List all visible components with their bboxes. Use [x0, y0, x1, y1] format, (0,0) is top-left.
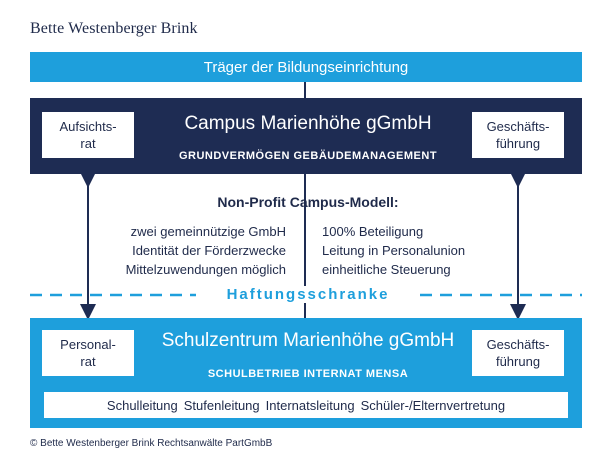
haftungsschranke-label: Haftungsschranke: [196, 286, 420, 303]
model-title: Non-Profit Campus-Modell:: [217, 194, 399, 210]
schule-gf-line2: führung: [495, 354, 541, 369]
aufsichtsrat-line2: rat: [80, 136, 96, 151]
schule-gf-line1: Geschäfts-: [486, 337, 550, 352]
department-item: Internatsleitung: [265, 397, 355, 413]
firm-name: Bette Westenberger Brink: [30, 20, 198, 37]
personalrat-line1: Personal-: [60, 337, 116, 352]
campus-gf-line1: Geschäfts-: [486, 119, 550, 134]
campus-geschaeftsfuehrung-box: [472, 112, 564, 158]
department-item: Schüler-/Elternvertretung: [360, 397, 506, 413]
model-left-item: Identität der Förderzwecke: [132, 243, 286, 258]
campus-gf-line2: führung: [495, 136, 541, 151]
aufsichtsrat-box: [42, 112, 134, 158]
department-item: Schulleitung: [106, 397, 178, 413]
traeger-label: Träger der Bildungseinrichtung: [203, 58, 409, 76]
model-left-list: [96, 222, 286, 279]
schulzentrum-subtitle: SCHULBETRIEB INTERNAT MENSA: [207, 368, 409, 380]
campus-subtitle: GRUNDVERMÖGEN GEBÄUDEMANAGEMENT: [178, 150, 438, 162]
copyright-notice: © Bette Westenberger Brink Rechtsanwälte PartGmbB: [30, 438, 273, 449]
model-left-item: Mittelzuwendungen möglich: [125, 262, 286, 277]
model-right-item: einheitliche Steuerung: [322, 262, 451, 277]
personalrat-box: [42, 330, 134, 376]
departments-bar: [44, 392, 568, 418]
schule-geschaeftsfuehrung-box: [472, 330, 564, 376]
model-left-item: zwei gemeinnützige GmbH: [130, 224, 286, 239]
aufsichtsrat-line1: Aufsichts-: [59, 119, 117, 134]
model-right-item: Leitung in Personalunion: [322, 243, 466, 258]
department-item: Stufenleitung: [183, 397, 260, 413]
model-right-list: [322, 222, 522, 279]
campus-title: Campus Marienhöhe gGmbH: [184, 113, 432, 134]
personalrat-line2: rat: [80, 354, 96, 369]
model-right-item: 100% Beteiligung: [322, 224, 424, 239]
schulzentrum-title: Schulzentrum Marienhöhe gGmbH: [161, 330, 455, 351]
